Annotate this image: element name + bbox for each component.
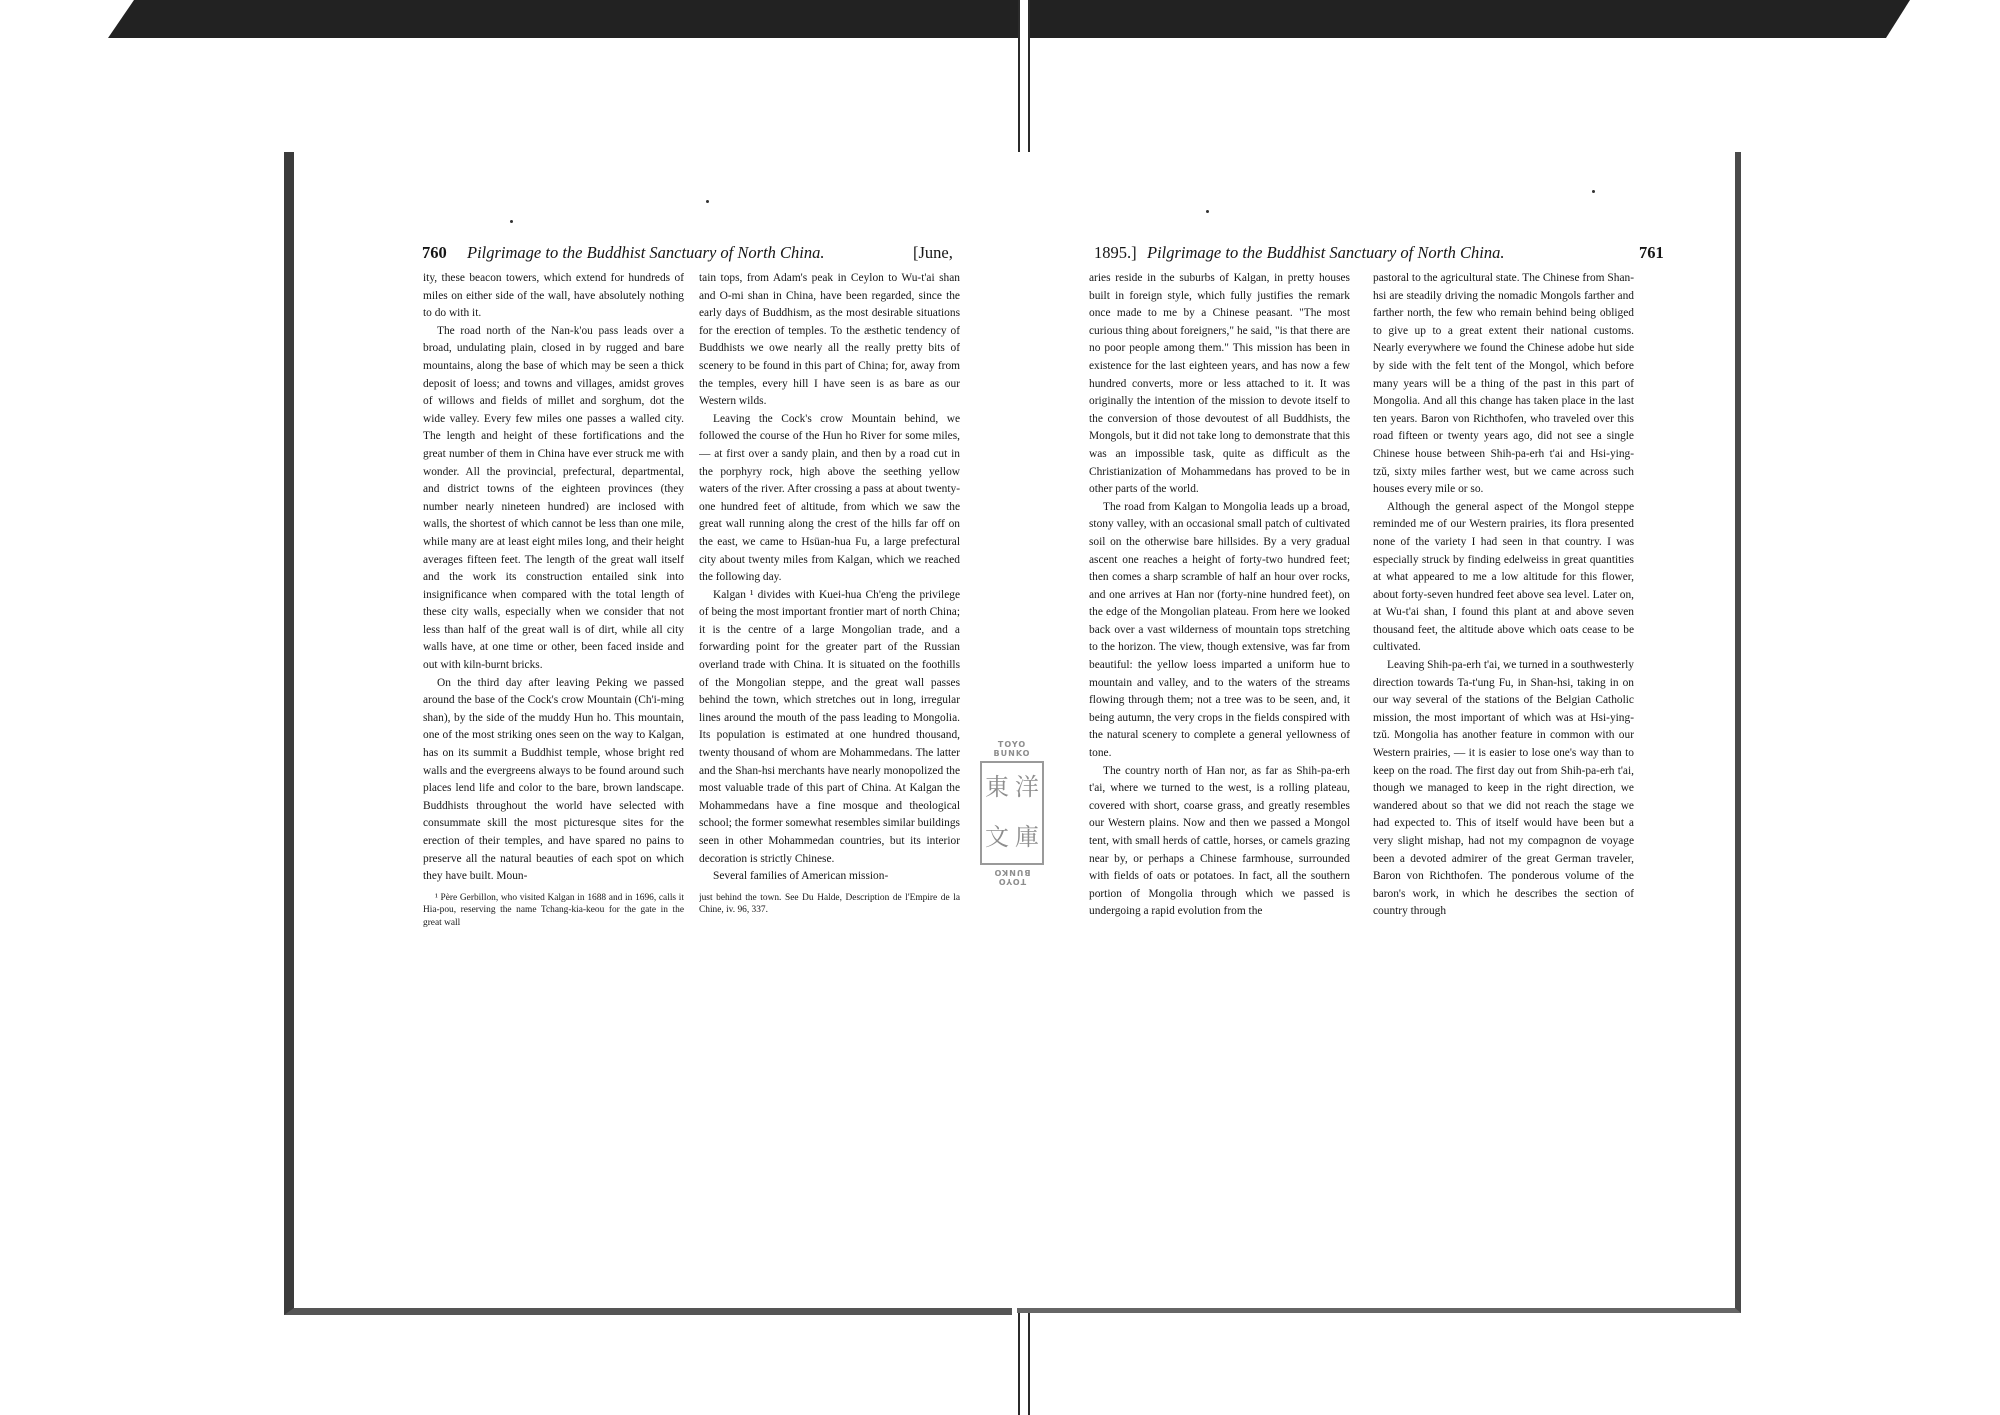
scan-speck: [510, 220, 513, 223]
running-date: [June,: [913, 243, 953, 262]
paragraph: Leaving Shih-pa-erh t'ai, we turned in a southwesterly direction towards Ta-t'ung Fu, in Shan-hsi, taking in on our way several of the stations of the Belgian Catholic mission, the most important of which was at Hsi-ying-tzŭ. Mongolia has another feature in common with our Western prairies, — it is easier to lose one's way than to keep on the road. The first day out from Shih-pa-erh t'ai, though we managed to keep in the right direction, we wandered about so that we did not reach the stage we had expected to. This of itself would have been but a very slight mishap, had not my compagnon de voyage been a devoted admirer of the great German traveler, Baron von Richthofen. The ponderous volume of the baron's work, in which he describes the section of country through: [1373, 659, 1634, 918]
right-column-1: [1089, 270, 1350, 1170]
scan-edge-left: [108, 0, 1020, 38]
running-title: Pilgrimage to the Buddhist Sanctuary of North China.: [467, 243, 825, 262]
paragraph: Leaving the Cock's crow Mountain behind, we followed the course of the Hun ho River for some miles, — at first over a sandy plain, and then by a road cut in the porphyry rock, high above the seething yellow waters of the river. After crossing a pass at about twenty-one hundred feet of altitude, from which we saw the great wall running along the crest of the hills far off on the east, we came to Hsüan-hua Fu, a large prefectural city about twenty miles from Kalgan, which we reached the following day.: [699, 412, 960, 584]
left-running-header: [294, 240, 1012, 266]
stamp-label-bottom: TOYO BUNKO: [993, 868, 1031, 886]
running-date: 1895.]: [1094, 243, 1137, 262]
left-page: [284, 152, 1012, 1315]
paragraph: Although the general aspect of the Mongol steppe reminded me of our Western prairies, its flora presented none of the variety I had seen in that country. I was especially struck by finding edelweiss in great quantities at what appeared to me a low altitude for this flower, about forty-seven hundred feet above sea level. Later on, at Wu-t'ai shan, I found this plant at and above seven thousand feet, the altitude above which oats cease to be cultivated.: [1373, 500, 1634, 654]
left-column-2: [699, 270, 960, 1170]
paragraph: On the third day after leaving Peking we passed around the base of the Cock's crow Mountain (Ch'i-ming shan), by the side of the muddy Hun ho. This mountain, one of the most striking ones seen on the way to Kalgan, has on its summit a Buddhist temple, whose bright red walls and the evergreens always to be found around such places lend life and color to the bare, brown landscape. Buddhists throughout the world have selected with consummate skill the most picturesque sites for the erection of their temples, and have spared no pains to preserve all the natural beauties of each spot on which they have built. Moun-: [423, 676, 684, 883]
seal-char: 洋: [1015, 773, 1039, 802]
library-stamp: [979, 740, 1045, 886]
footnote: [423, 892, 684, 930]
page-number: 760: [422, 243, 447, 262]
scan-speck: [1592, 190, 1595, 193]
paragraph: The road from Kalgan to Mongolia leads up a broad, stony valley, with an occasional small patch of cultivated soil on the otherwise bare hillsides. By a very gradual ascent one reaches a height of forty-two hundred feet; then comes a sharp scramble of half an hour over rocks, and one arrives at Han nor (forty-nine hundred feet), on the edge of the Mongolian plateau. From here we looked back over a vast wilderness of mountain tops stretching to the horizon. The view, though extensive, was far from beautiful: the yellow loess imparted a uniform hue to mountain and valley, and to the waters of the streams flowing through them; not a tree was to be seen, and, it being autumn, the very crops in the fields conspired with the natural scenery to complete a general yellowness of tone.: [1089, 500, 1350, 760]
stamp-seal: [980, 761, 1044, 865]
seal-char: 庫: [1015, 823, 1039, 852]
paragraph: pastoral to the agricultural state. The Chinese from Shan-hsi are steadily driving the nomadic Mongols farther and farther north, the few who remain behind being obliged to give up to a great extent their national customs. Nearly everywhere we found the Chinese adobe hut side by side with the felt tent of the Mongol, which before many years will be a thing of the past in this part of Mongolia. And all this change has taken place in the last ten years. Baron von Richthofen, who traveled over this road fifteen or twenty years ago, did not see a single Chinese house between Shih-pa-erh t'ai and Hsi-ying-tzŭ, sixty miles farther west, but we came across such houses every mile or so.: [1373, 272, 1634, 496]
left-column-1: [423, 270, 684, 1170]
paragraph: tain tops, from Adam's peak in Ceylon to Wu-t'ai shan and O-mi shan in China, have been regarded, since the early days of Buddhism, as the most desirable situations for the erection of temples. To the æsthetic tendency of Buddhists we owe nearly all the really pretty bits of scenery to be found in this part of China; for, away from the temples, every hill I have seen is as bare as our Western wilds.: [699, 272, 960, 408]
scan-speck: [706, 200, 709, 203]
stamp-label-top: TOYO BUNKO: [993, 740, 1031, 758]
seal-char: 東: [985, 773, 1009, 802]
paragraph: Several families of American mission-: [713, 870, 889, 883]
paragraph: ity, these beacon towers, which extend for hundreds of miles on either side of the wall, have absolutely nothing to do with it.: [423, 272, 684, 320]
paragraph: The road north of the Nan-k'ou pass leads over a broad, undulating plain, closed in by rugged and bare mountains, along the base of which may be seen a thick deposit of loess; and towns and villages, amidst groves of willows and fields of millet and sorghum, dot the wide valley. Every few miles one passes a walled city. The length and height of these fortifications and the great number of them in China have ever struck me with wonder. All the provincial, prefectural, departmental, and district towns of the eighteen provinces (they number nearly nineteen hundred) are inclosed with walls, the shortest of which cannot be less than one mile, while many are at least eight miles long, and their height averages fifteen feet. The length of the great wall itself and the work its construction entailed sink into insignificance when compared with the total length of these city walls, especially when we consider that not less than half of the great wall is of dirt, while all city walls have, at one time or other, been faced inside and out with kiln-burnt bricks.: [423, 324, 684, 672]
right-running-header: [1017, 240, 1735, 266]
paragraph: The country north of Han nor, as far as Shih-pa-erh t'ai, where we turned to the west, is a rolling plateau, covered with short, coarse grass, and greatly resembles our Western plains. Now and then we passed a Mongol tent, with small herds of cattle, horses, or camels grazing near by, or perhaps a Chinese farmhouse, surrounded with fields of oats or potatoes. In fact, all the southern portion of Mongolia through which we passed is undergoing a rapid evolution from the: [1089, 764, 1350, 918]
right-page: [1017, 152, 1741, 1313]
footnote-text: ¹ Père Gerbillon, who visited Kalgan in 1688 and in 1696, calls it Hia-pou, reserving the name Tchang-kia-keou for the gate in the great wall: [423, 892, 684, 928]
right-column-2: [1373, 270, 1634, 1170]
paragraph: aries reside in the suburbs of Kalgan, in pretty houses built in foreign style, which fully justifies the remark once made to me by a Chinese peasant. "The most curious thing about foreigners," he said, "is that there are no poor people among them." This mission has been in existence for the last eighteen years, and has now a few hundred converts, more or less attached to it. It was originally the intention of the mission to devote itself to the conversion of those devoutest of all Buddhists, the Mongols, but it did not take long to demonstrate that this was an impossible task, quite as difficult as the Christianization of Mohammedans has proved to be in other parts of the world.: [1089, 272, 1350, 496]
running-title: Pilgrimage to the Buddhist Sanctuary of North China.: [1147, 243, 1505, 262]
paragraph: Kalgan ¹ divides with Kuei-hua Ch'eng the privilege of being the most important frontier mart of north China; it is the centre of a large Mongolian trade, and a forwarding point for the greater part of the Russian overland trade with China. It is situated on the foothills of the Mongolian steppe, and the great wall passes behind the town, which stretches out in long, irregular lines around the mouth of the pass leading to Mongolia. Its population is estimated at one hundred thousand, twenty thousand of whom are Mohammedans. The latter and the Shan-hsi merchants have nearly monopolized the most valuable trade of this part of China. At Kalgan the Mohammedans have a fine mosque and theological school; the former somewhat resembles similar buildings seen in other Mohammedan countries, but its interior decoration is strictly Chinese.: [699, 588, 960, 865]
footnote: [699, 892, 960, 917]
scan-edge-right: [1030, 0, 1910, 38]
scan-speck: [1206, 210, 1209, 213]
footnote-text: just behind the town. See Du Halde, Description de l'Empire de la Chine, iv. 96, 337.: [699, 892, 960, 916]
seal-char: 文: [985, 823, 1009, 852]
page-number: 761: [1639, 243, 1664, 262]
